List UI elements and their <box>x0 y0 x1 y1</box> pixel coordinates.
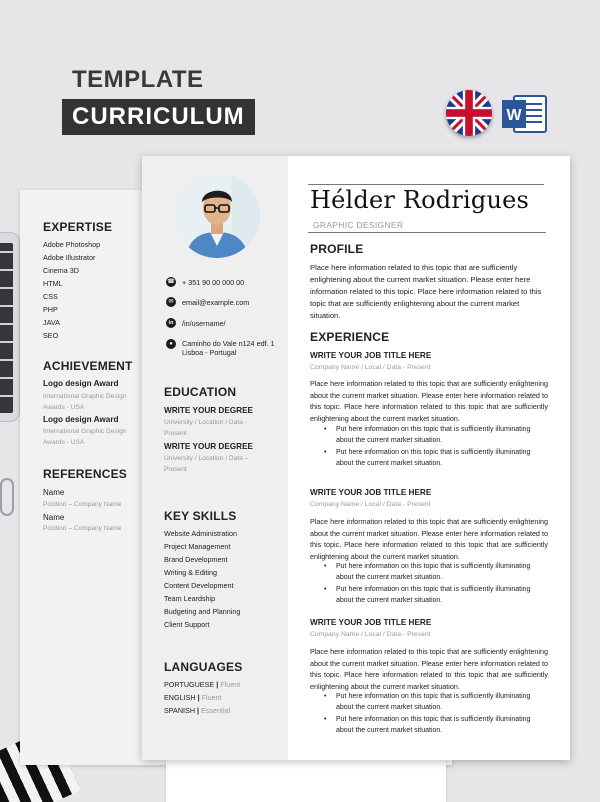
achievement-detail: International Graphic Design <box>43 428 127 435</box>
expertise-item: CSS <box>43 292 58 301</box>
profile-title: PROFILE <box>310 242 364 256</box>
language-item: SPANISH | Essential <box>164 706 231 715</box>
back-page-bottom <box>166 760 446 802</box>
skill-item: Website Administration <box>164 529 237 538</box>
job-bullets <box>322 691 548 737</box>
achievement-title: ACHIEVEMENT <box>43 359 133 373</box>
person-name: Hélder Rodrigues <box>310 186 530 214</box>
expertise-title: EXPERTISE <box>43 220 113 234</box>
job-bullets <box>322 561 548 607</box>
role-rule <box>308 232 546 233</box>
phone-icon: ☎ <box>167 279 175 285</box>
expertise-item: HTML <box>43 279 63 288</box>
job-title: WRITE YOUR JOB TITLE HERE <box>310 488 432 497</box>
paper-clip <box>0 478 14 516</box>
job-title: WRITE YOUR JOB TITLE HERE <box>310 618 432 627</box>
word-doc-icon <box>500 94 548 134</box>
skill-item: Content Development <box>164 581 234 590</box>
word-letter: W <box>506 107 522 124</box>
education-title: EDUCATION <box>164 385 237 399</box>
references-title: REFERENCES <box>43 467 128 481</box>
experience-title: EXPERIENCE <box>310 330 390 344</box>
job-bullet: • Put here information on this topic that is sufficiently illuminating about the current market situation. <box>322 584 548 607</box>
job-text: Place here information related to this topic that are sufficiently enlightening about the current market situation. Please enter here information related to this topic. Place here information related to this topic that are sufficiently enlightening about the current market situation. <box>310 647 548 691</box>
languages-title: LANGUAGES <box>164 660 243 674</box>
contact-phone: + 351 90 00 000 00 <box>182 278 245 287</box>
skill-item: Brand Development <box>164 555 228 564</box>
job-meta: Company Name / Local / Data - Present <box>310 501 431 508</box>
location-pin-icon: ● <box>166 339 176 349</box>
skill-item: Team Leardship <box>164 594 216 603</box>
language-level: Essential <box>201 706 231 715</box>
skill-item: Project Management <box>164 542 231 551</box>
job-bullet: • Put here information on this topic that is sufficiently illuminating about the current market situation. <box>322 447 548 470</box>
reference-detail: Position – Company Name <box>43 501 122 508</box>
contact-linkedin: /in/username/ <box>182 319 226 328</box>
job-title: WRITE YOUR JOB TITLE HERE <box>310 351 432 360</box>
job-bullet: • Put here information on this topic that is sufficiently illuminating about the current market situation. <box>322 714 548 737</box>
language-name: ENGLISH <box>164 693 196 702</box>
expertise-item: Adobe Photoshop <box>43 240 101 249</box>
expertise-item: SEO <box>43 331 59 340</box>
laptop-keyboard <box>0 232 20 422</box>
reference-name: Name <box>43 488 65 497</box>
achievement-name: Logo design Award <box>43 415 119 424</box>
job-bullet: • Put here information on this topic that is sufficiently illuminating about the current market situation. <box>322 561 548 584</box>
degree-detail: Present <box>164 430 187 437</box>
skill-item: Writing & Editing <box>164 568 217 577</box>
job-text: Place here information related to this topic that are sufficiently enlightening about the current market situation. Please enter here information related to this topic. Place here information related to this topic that are sufficiently enlightening about the current market situation. <box>310 517 548 561</box>
skills-title: KEY SKILLS <box>164 509 237 523</box>
degree-detail: Present <box>164 466 187 473</box>
expertise-item: JAVA <box>43 318 60 327</box>
heading-curriculum: CURRICULUM <box>62 99 255 135</box>
achievement-name: Logo design Award <box>43 379 119 388</box>
reference-detail: Position – Company Name <box>43 525 122 532</box>
degree-detail: University / Location / Data - <box>164 419 247 426</box>
contact-email: email@example.com <box>182 298 250 307</box>
expertise-item: Adobe Illustrator <box>43 253 96 262</box>
language-name: SPANISH <box>164 706 196 715</box>
language-level: Fluent <box>220 680 241 689</box>
achievement-detail: Awards - USA <box>43 439 85 446</box>
name-top-rule <box>308 184 544 185</box>
job-meta: Company Name / Local / Data - Present <box>310 364 431 371</box>
achievement-detail: International Graphic Design <box>43 393 127 400</box>
uk-flag-icon <box>446 90 492 136</box>
job-meta: Company Name / Local / Data - Present <box>310 631 431 638</box>
reference-name: Name <box>43 513 65 522</box>
heading-template: TEMPLATE <box>72 66 204 93</box>
expertise-item: Cinema 3D <box>43 266 79 275</box>
job-text: Place here information related to this topic that are sufficiently enlightening about the current market situation. Please enter here information related to this topic. Place here information related to this topic that are sufficiently enlightening about the current market situation. <box>310 379 548 423</box>
skill-item: Client Support <box>164 620 210 629</box>
language-item: ENGLISH | Fluent <box>164 693 222 702</box>
linkedin-icon: in <box>166 318 176 328</box>
language-name: PORTUGUESE <box>164 680 215 689</box>
degree-title: WRITE YOUR DEGREE <box>164 442 254 451</box>
profile-photo <box>174 172 260 258</box>
job-bullet: • Put here information on this topic that is sufficiently illuminating about the current market situation. <box>322 424 548 447</box>
achievement-detail: Awards - USA <box>43 404 85 411</box>
contact-address: Caminho do Vale n124 edf. 1 <box>182 339 275 348</box>
degree-title: WRITE YOUR DEGREE <box>164 406 254 415</box>
skill-item: Budgeting and Planning <box>164 607 241 616</box>
language-level: Fluent <box>201 693 222 702</box>
language-item: PORTUGUESE | Fluent <box>164 680 241 689</box>
contact-address: Lisboa - Portugal <box>182 348 237 357</box>
profile-text: Place here information related to this topic that are sufficiently enlightening about the current market situation. Please enter here information related to this topic. Place here information related to this topic that are sufficiently enlightening about the current market situation. <box>310 263 542 320</box>
email-icon: ✉ <box>166 297 176 307</box>
job-bullet: • Put here information on this topic that is sufficiently illuminating about the current market situation. <box>322 691 548 714</box>
person-role: GRAPHIC DESIGNER <box>313 220 404 230</box>
job-bullets <box>322 424 548 470</box>
degree-detail: University / Location / Data – <box>164 455 249 462</box>
expertise-item: PHP <box>43 305 58 314</box>
